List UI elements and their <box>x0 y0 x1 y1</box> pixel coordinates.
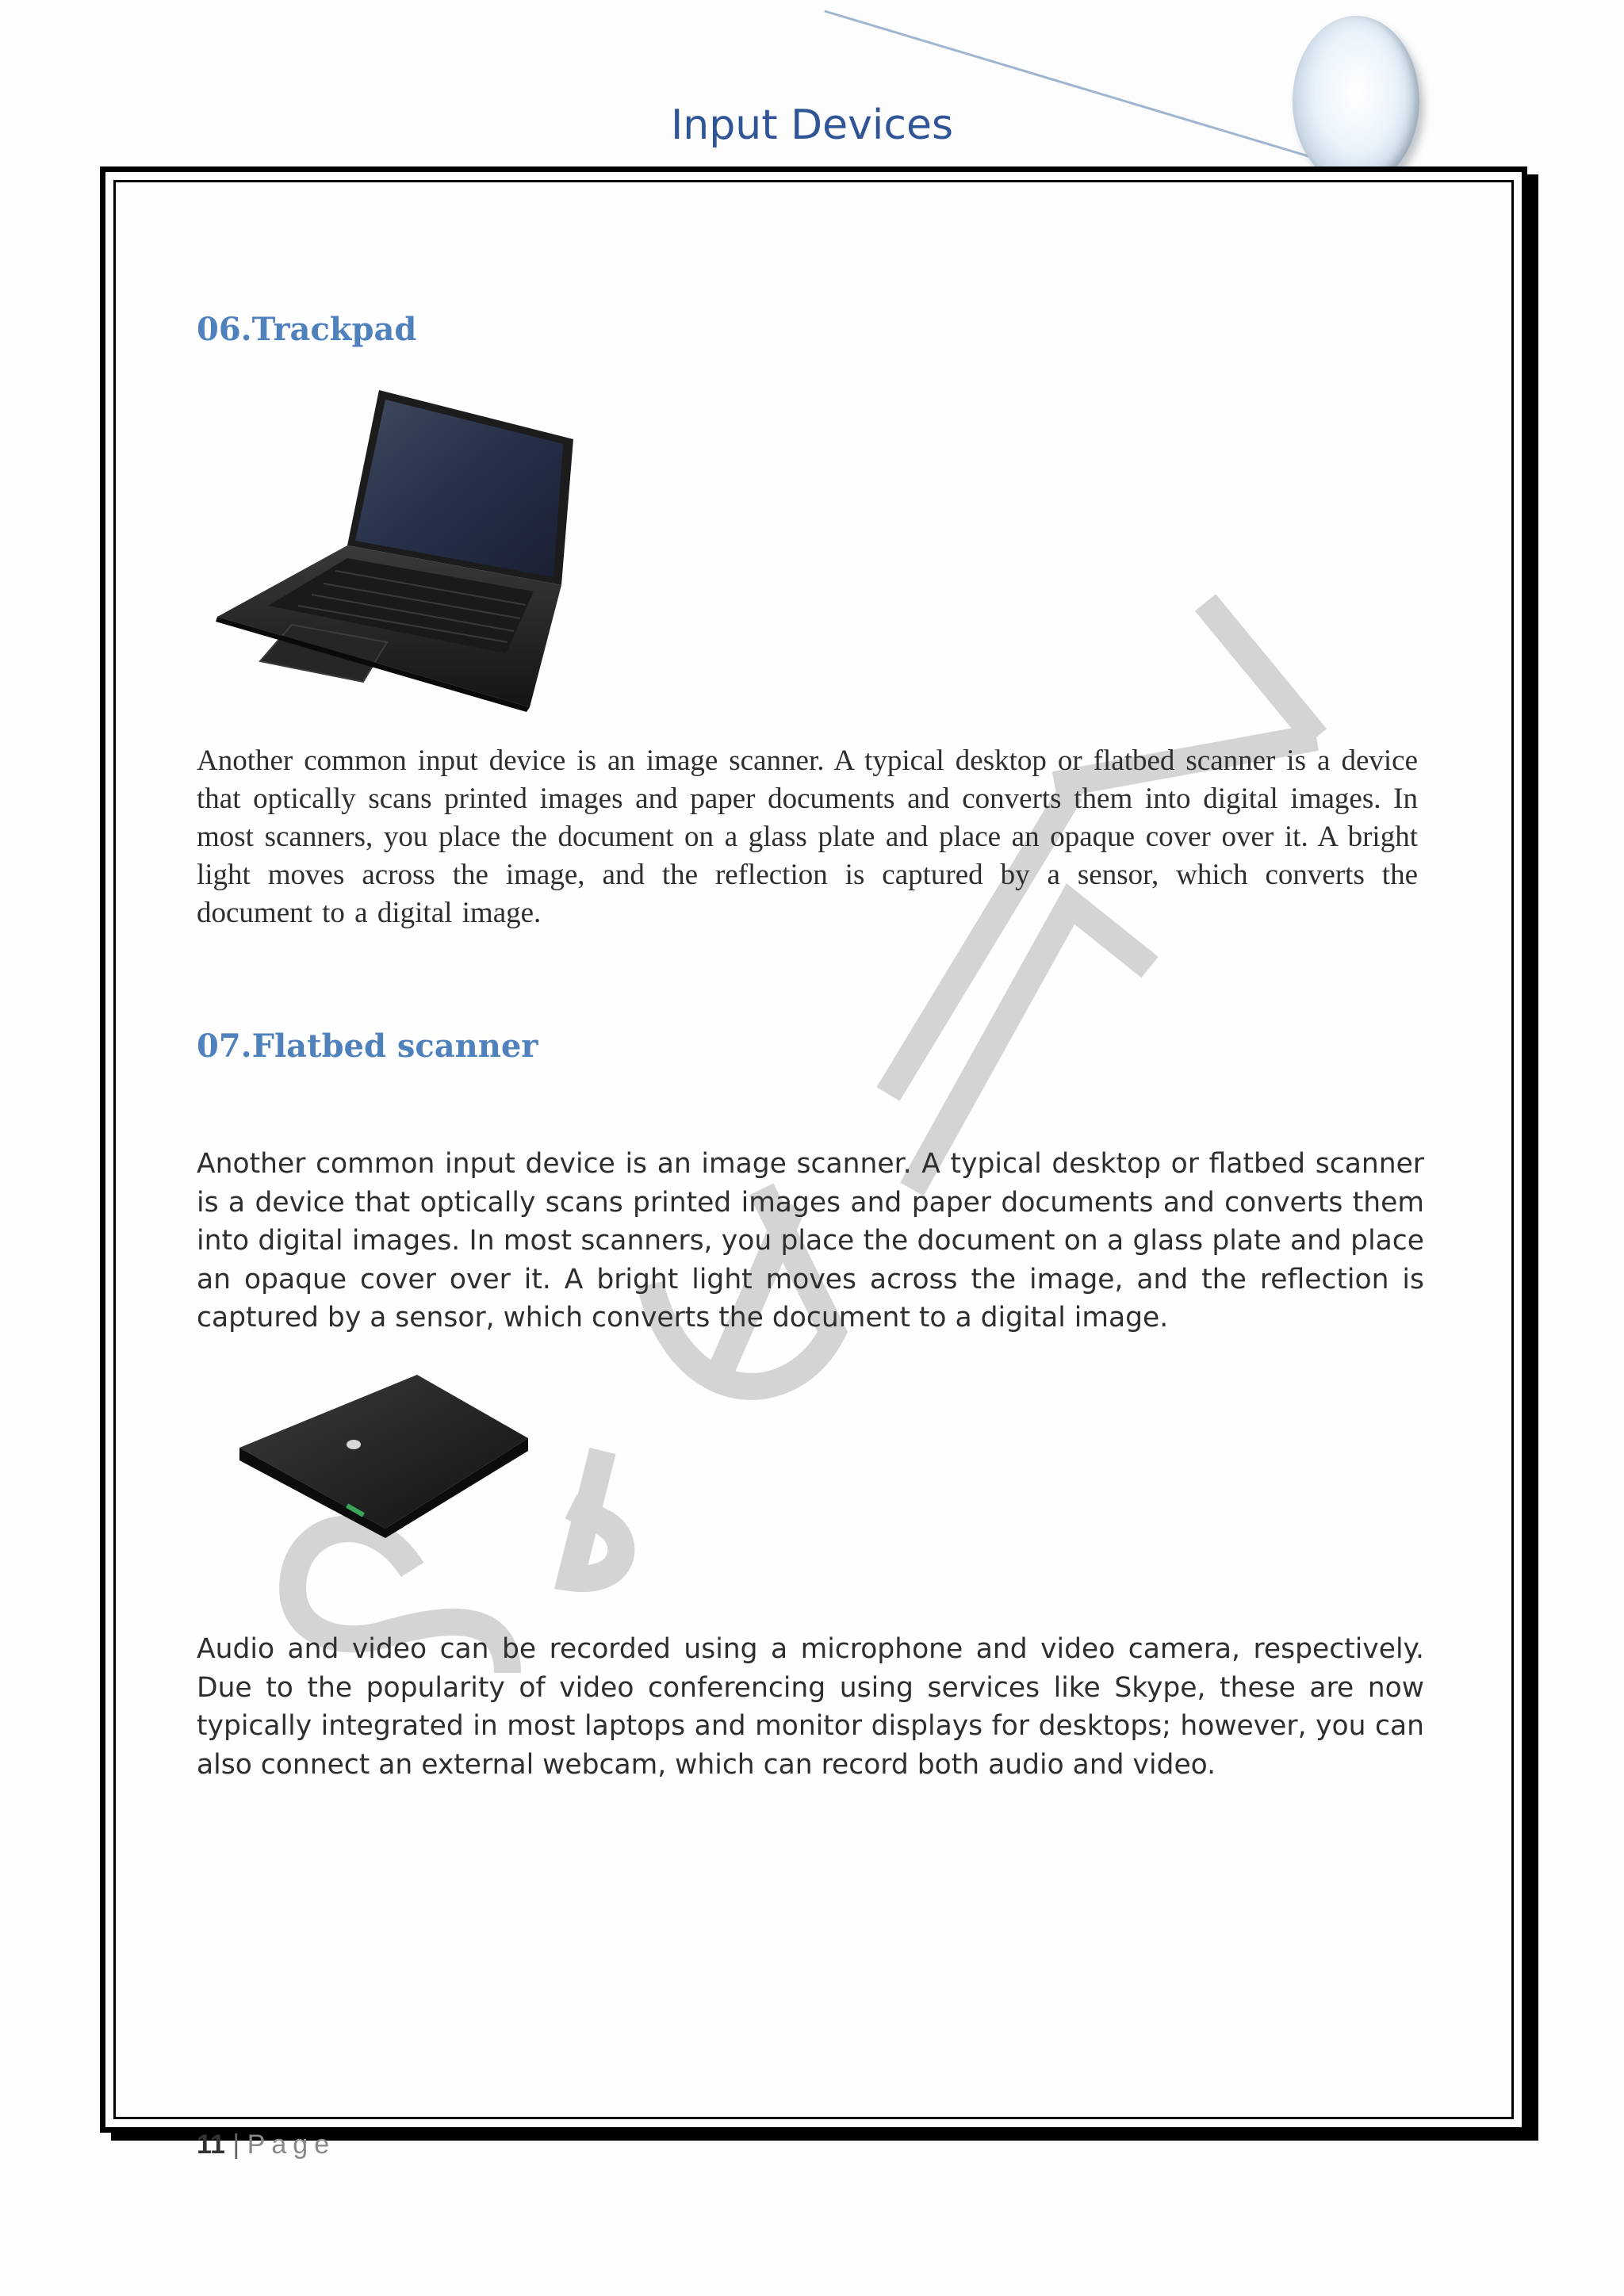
scanner-image <box>235 1372 536 1538</box>
page-header-title: Input Devices <box>670 101 954 149</box>
section-heading-trackpad: 06.Trackpad <box>197 311 417 348</box>
flatbed-scanner-paragraph: Another common input device is an image scanner. A typical desktop or flatbed scanner is a device that optically scans printed images and paper documents and converts them into digital images. In most scanners, you place the document on a glass plate and place an opaque cover over it. A bright light moves across the image, and the reflection is captured by a sensor, which converts the document to a digital image. <box>197 1148 1424 1334</box>
footer-separator: | <box>232 2130 240 2160</box>
section-heading-flatbed-scanner: 07.Flatbed scanner <box>197 1027 538 1065</box>
laptop-image <box>213 387 585 714</box>
page-label: Page <box>247 2130 336 2160</box>
trackpad-paragraph: Another common input device is an image scanner. A typical desktop or flatbed scanner is a device that optically scans printed images and paper documents and converts them into digital images. In most scanners, you place the document on a glass plate and place an opaque cover over it. A bright light moves across the image, and the reflection is captured by a sensor, which converts the document to a digital image. <box>197 744 1418 929</box>
page-number: 11 <box>197 2130 225 2160</box>
closing-paragraph: Audio and video can be recorded using a microphone and video camera, respectively. Due to the popularity of video conferencing using services like Skype, these are now typically integrated in most laptops and monitor displays for desktops; however, you can also connect an external webcam, which can record both audio and video. <box>197 1633 1424 1781</box>
page-footer <box>197 2130 335 2160</box>
